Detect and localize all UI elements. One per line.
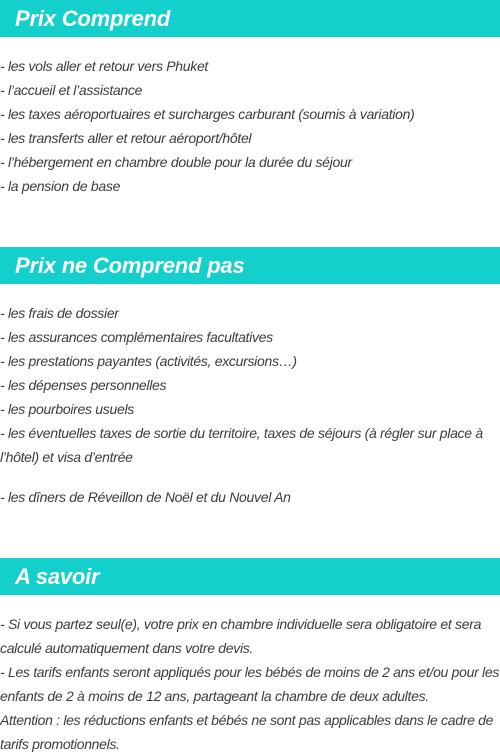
list-item: - les vols aller et retour vers Phuket	[0, 58, 209, 74]
list-item: - les dépenses personnelles	[0, 377, 167, 393]
list-item: - les éventuelles taxes de sortie du territoire, taxes de séjours (à régler sur place à l’hôtel) et visa d’entrée	[0, 425, 483, 465]
list-item: - l’accueil et l’assistance	[0, 82, 143, 98]
list-item: - les transferts aller et retour aéroport/hôtel	[0, 130, 252, 146]
list-item: - Les tarifs enfants seront appliqués pour les bébés de moins de 2 ans et/ou pour les enfants de 2 à moins de 12 ans, partageant la chambre de deux adultes.	[0, 664, 500, 704]
section-a-savoir	[0, 558, 500, 755]
section-title: Prix Comprend	[0, 0, 500, 37]
list-item: - l’hébergement en chambre double pour la durée du séjour	[0, 154, 352, 170]
included-list	[0, 54, 500, 198]
section-prix-comprend	[0, 0, 500, 198]
list-item: - les frais de dossier	[0, 305, 119, 321]
list-item: - Si vous partez seul(e), votre prix en chambre individuelle sera obligatoire et sera calculé automatiquement dans votre devis.	[0, 616, 482, 656]
list-item: - les dîners de Réveillon de Noël et du Nouvel An	[0, 489, 291, 505]
list-item: - les assurances complémentaires facultatives	[0, 329, 273, 345]
section-prix-ne-comprend-pas	[0, 247, 500, 509]
list-item: - les taxes aéroportuaires et surcharges carburant (soumis à variation)	[0, 106, 415, 122]
list-item: Attention : les réductions enfants et bébés ne sont pas applicables dans le cadre de tarifs promotionnels.	[0, 712, 494, 752]
info-list	[0, 612, 500, 755]
section-title: Prix ne Comprend pas	[0, 247, 500, 284]
list-item: - les pourboires usuels	[0, 401, 134, 417]
section-title: A savoir	[0, 558, 500, 595]
list-item: - la pension de base	[0, 178, 121, 194]
list-item: - les prestations payantes (activités, excursions…)	[0, 353, 297, 369]
excluded-list	[0, 301, 500, 509]
